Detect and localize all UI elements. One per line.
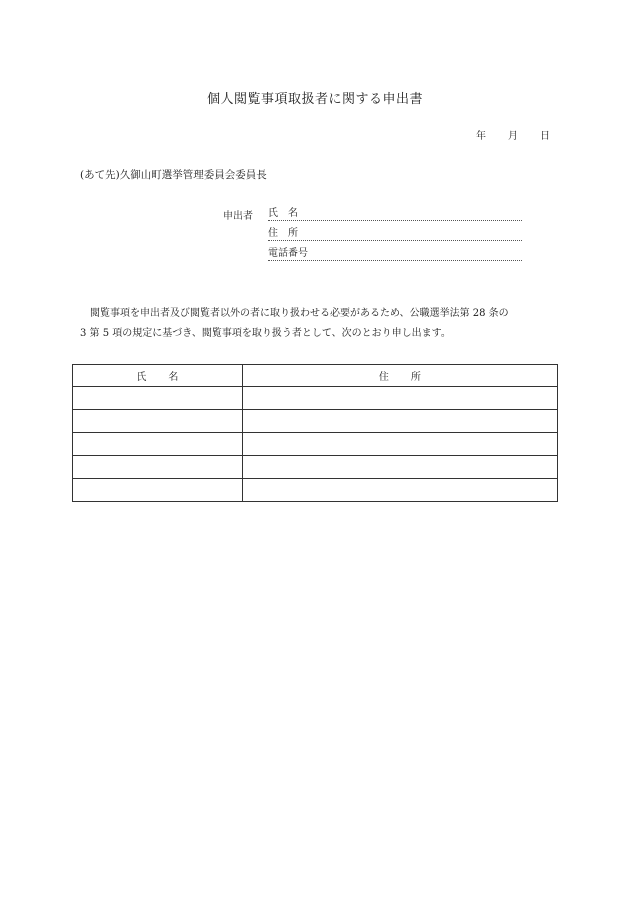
applicant-phone-label: 電話番号	[268, 248, 308, 259]
name-cell[interactable]	[73, 433, 243, 456]
address-cell[interactable]	[242, 387, 557, 410]
applicant-phone-field[interactable]	[268, 244, 522, 261]
applicant-name-label: 氏 名	[268, 208, 298, 219]
name-cell[interactable]	[73, 387, 243, 410]
date-month: 月	[508, 131, 518, 142]
header-address: 住所	[242, 365, 557, 387]
table-row	[73, 387, 558, 410]
table-row	[73, 410, 558, 433]
header-name: 氏名	[73, 365, 243, 387]
address-cell[interactable]	[242, 479, 557, 502]
date-year: 年	[476, 131, 486, 142]
body-paragraph	[80, 304, 560, 344]
name-cell[interactable]	[73, 410, 243, 433]
table-row	[73, 479, 558, 502]
addressee: (あて先)久御山町選挙管理委員会委員長	[80, 169, 267, 181]
table-row	[73, 456, 558, 479]
document-title: 個人閲覧事項取扱者に関する申出書	[206, 92, 423, 107]
address-cell[interactable]	[242, 433, 557, 456]
handler-table	[72, 364, 558, 502]
applicant-name-field[interactable]	[268, 204, 522, 221]
applicant-address-field[interactable]	[268, 224, 522, 241]
body-line-1: 閲覧事項を申出者及び閲覧者以外の者に取り扱わせる必要があるため、公職選挙法第 28 条の	[90, 308, 509, 319]
applicant-address-label: 住 所	[268, 228, 298, 239]
address-cell[interactable]	[242, 410, 557, 433]
table-row	[73, 433, 558, 456]
applicant-label: 申出者	[223, 211, 253, 222]
address-cell[interactable]	[242, 456, 557, 479]
name-cell[interactable]	[73, 479, 243, 502]
table-header-row	[73, 365, 558, 387]
date-line	[476, 127, 550, 142]
name-cell[interactable]	[73, 456, 243, 479]
body-line-2: 3 第 5 項の規定に基づき、閲覧事項を取り扱う者として、次のとおり申し出ます。	[80, 328, 451, 339]
date-day: 日	[540, 131, 550, 142]
